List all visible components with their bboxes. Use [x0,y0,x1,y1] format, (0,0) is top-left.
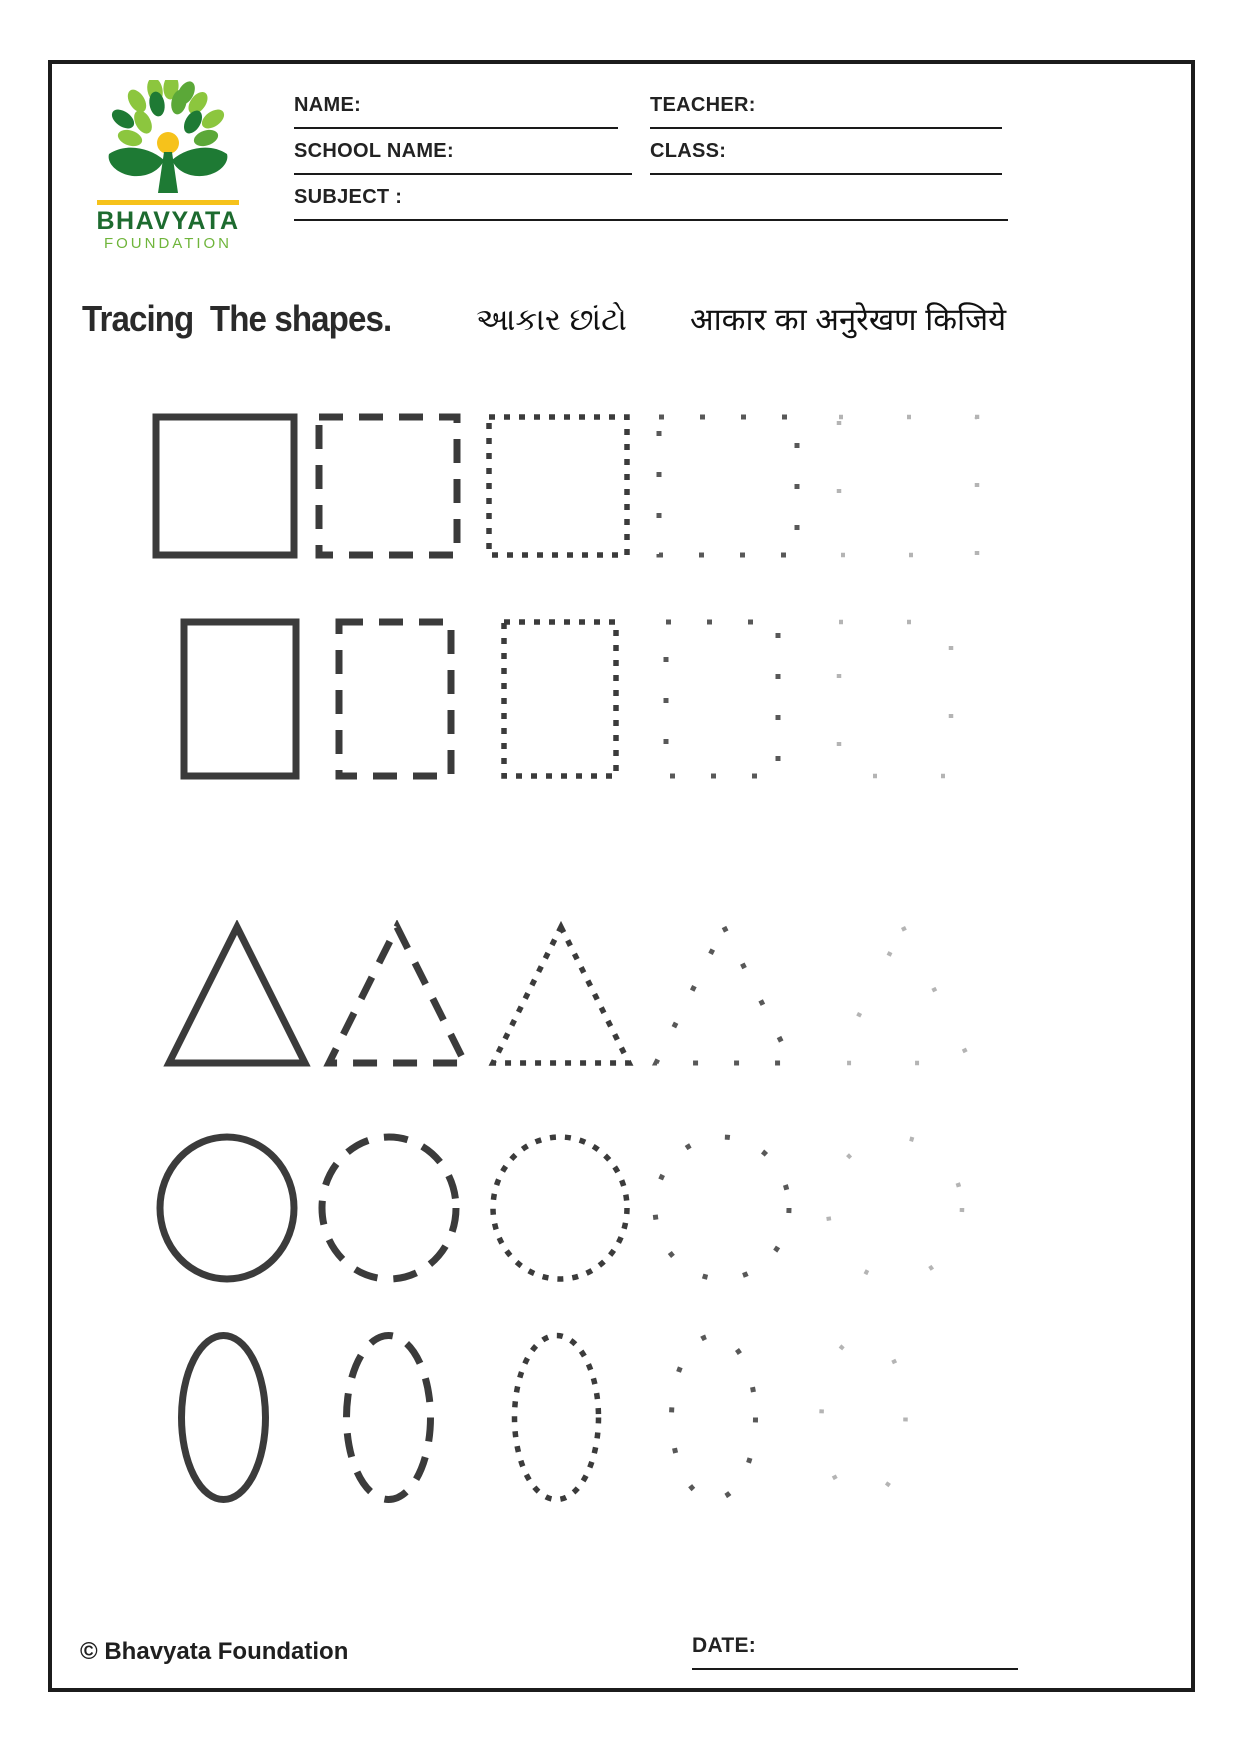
copyright-text: © Bhavyata Foundation [80,1638,349,1665]
triangle-solid-shape [162,920,312,1070]
shapes-grid [52,64,1191,1688]
square-dotted-shape [484,412,632,560]
school-name-label: SCHOOL NAME: [294,140,454,162]
square-solid-shape [151,412,299,560]
rectangle-solid-shape [179,617,301,781]
date-label: DATE: [692,1634,757,1657]
oval-solid-shape [176,1329,271,1506]
title-english: Tracing The shapes. [82,298,392,339]
subject-label: SUBJECT : [294,186,403,208]
oval-dotted-shape [509,1329,604,1506]
oval-dashed-shape [341,1329,436,1506]
rectangle-dashed-shape [334,617,456,781]
triangle-faint-dots-shape [828,920,978,1070]
title-hindi: आकार का अनुरेखण किजिये [690,302,1007,337]
page-border [48,60,1195,1692]
date-input-line[interactable] [692,1667,1018,1670]
class-label: CLASS: [650,140,727,162]
oval-sparse-dots-shape [666,1329,761,1506]
logo-org-type: FOUNDATION [103,235,233,252]
rectangle-faint-dots-shape [834,617,956,781]
triangle-sparse-dots-shape [649,920,799,1070]
logo-org-name: BHAVYATA [96,207,240,235]
field-date [692,1634,1018,1670]
title-gujarati: આકાર છાંટો [476,302,627,337]
square-faint-dots-shape [834,412,982,560]
oval-faint-dots-shape [816,1329,911,1506]
circle-faint-dots-shape [822,1132,968,1284]
rectangle-dotted-shape [499,617,621,781]
teacher-label: TEACHER: [650,94,756,116]
circle-dotted-shape [487,1132,633,1284]
triangle-dotted-shape [486,920,636,1070]
circle-solid-shape [154,1132,300,1284]
circle-sparse-dots-shape [649,1132,795,1284]
rectangle-sparse-dots-shape [661,617,783,781]
circle-dashed-shape [316,1132,462,1284]
square-sparse-dots-shape [654,412,802,560]
name-label: NAME: [294,94,362,116]
triangle-dashed-shape [322,920,472,1070]
square-dashed-shape [314,412,462,560]
